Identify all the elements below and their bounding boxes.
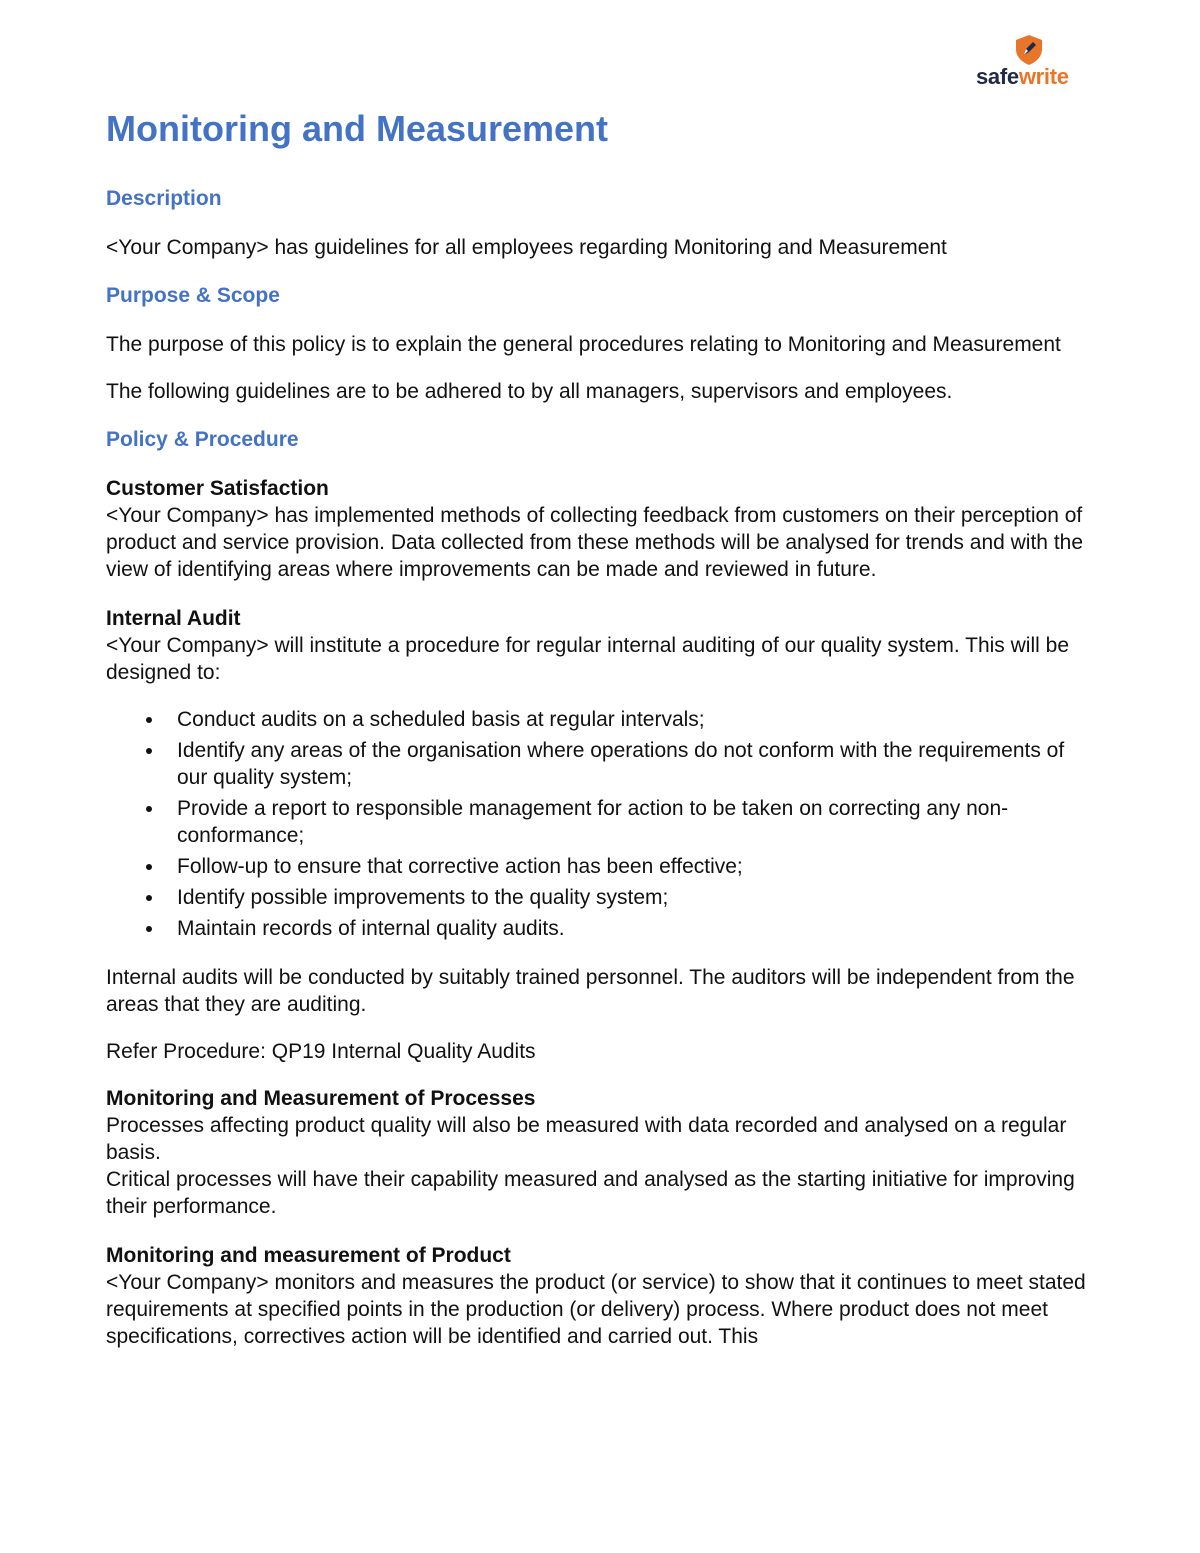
list-item: Conduct audits on a scheduled basis at regular intervals; [106, 706, 1096, 733]
product-body: <Your Company> monitors and measures the product (or service) to show that it continues to meet stated requirements at specified points in the production (or delivery) process. Where product does not meet specifications, correctives action will be identified and carried out. This [106, 1271, 1086, 1348]
list-item: Maintain records of internal quality audits. [106, 915, 1096, 942]
internal-audit-after: Internal audits will be conducted by suitably trained personnel. The auditors will be independent from the areas that they are auditing. [106, 966, 1075, 1016]
internal-audit-body: <Your Company> will institute a procedure for regular internal auditing of our quality system. This will be designed to: [106, 634, 1069, 684]
bullet-icon [146, 895, 152, 901]
bullet-icon [146, 864, 152, 870]
document-page [106, 104, 1096, 1350]
internal-audit-title: Internal Audit [106, 607, 241, 630]
internal-audit-list [106, 706, 1096, 942]
product-title: Monitoring and measurement of Product [106, 1244, 511, 1267]
purpose-paragraph-2: The following guidelines are to be adhered to by all managers, supervisors and employees. [106, 380, 953, 403]
bullet-icon [146, 717, 152, 723]
safewrite-logo [976, 34, 1088, 94]
policy-heading: Policy & Procedure [106, 428, 299, 451]
customer-satisfaction-section [106, 475, 1096, 583]
list-item: Follow-up to ensure that corrective action has been effective; [106, 853, 1096, 880]
bullet-icon [146, 926, 152, 932]
page-title: Monitoring and Measurement [106, 108, 609, 149]
customer-satisfaction-title: Customer Satisfaction [106, 477, 329, 500]
internal-audit-section [106, 605, 1096, 1065]
internal-audit-refer: Refer Procedure: QP19 Internal Quality Audits [106, 1040, 536, 1063]
list-item: Provide a report to responsible management for action to be taken on correcting any non-conformance; [106, 795, 1096, 849]
description-text: <Your Company> has guidelines for all employees regarding Monitoring and Measurement [106, 236, 947, 259]
shield-pen-icon [1014, 34, 1044, 66]
list-item: Identify any areas of the organisation where operations do not conform with the requirements of our quality system; [106, 737, 1096, 791]
list-item: Identify possible improvements to the quality system; [106, 884, 1096, 911]
description-heading: Description [106, 187, 222, 210]
customer-satisfaction-body: <Your Company> has implemented methods of collecting feedback from customers on their perception of product and service provision. Data collected from these methods will be analysed for trends and with the view of identifying areas where improvements can be made and reviewed in future. [106, 504, 1084, 581]
processes-line-1: Processes affecting product quality will also be measured with data recorded and analysed on a regular basis. [106, 1114, 1067, 1164]
processes-section [106, 1085, 1096, 1220]
bullet-icon [146, 806, 152, 812]
purpose-heading: Purpose & Scope [106, 284, 280, 307]
processes-title: Monitoring and Measurement of Processes [106, 1087, 536, 1110]
bullet-icon [146, 748, 152, 754]
purpose-paragraph-1: The purpose of this policy is to explain the general procedures relating to Monitoring and Measurement [106, 333, 1061, 356]
processes-line-2: Critical processes will have their capability measured and analysed as the starting initiative for improving their performance. [106, 1168, 1075, 1218]
logo-wordmark: safewrite [976, 64, 1069, 89]
product-section [106, 1242, 1096, 1350]
